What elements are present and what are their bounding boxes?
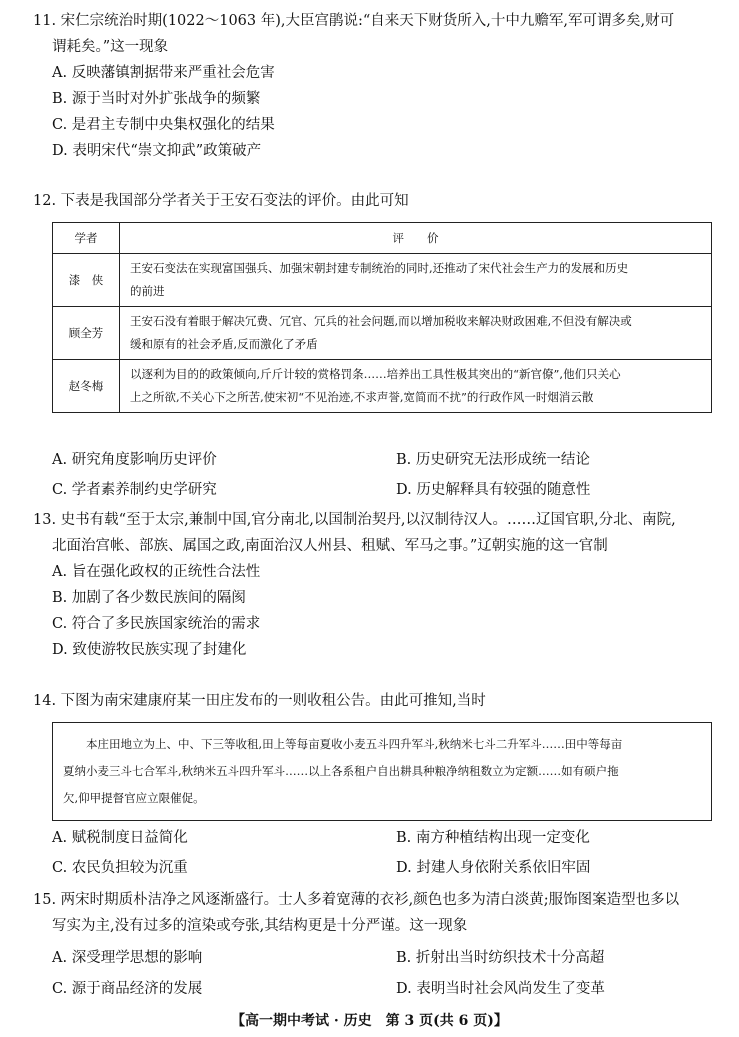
table-header-row (53, 223, 712, 254)
row-evaluation (120, 307, 712, 360)
question-14-option-b: B. 南方种植结构出现一定变化 (396, 830, 590, 846)
page-footer: 【高一期中考试 · 历史 第 3 页(共 6 页)】 (231, 1013, 508, 1029)
question-12-option-b: B. 历史研究无法形成统一结论 (396, 452, 590, 468)
question-12-option-c: C. 学者素养制约史学研究 (52, 482, 217, 498)
question-13-option-c: C. 符合了多民族国家统治的需求 (52, 616, 261, 632)
row-evaluation (120, 360, 712, 413)
row-evaluation-line2: 上之所欲,不关心下之所苦,使宋初“不见治迹,不求声誉,宽简而不扰”的行政作风一时烟消云散 (130, 390, 594, 404)
row-scholar: 赵冬梅 (53, 360, 120, 413)
question-14-option-a: A. 赋税制度日益简化 (52, 830, 188, 846)
table-row (53, 254, 712, 307)
row-evaluation-line1: 王安石变法在实现富国强兵、加强宋朝封建专制统治的同时,还推动了宋代社会生产力的发展和历史 (130, 261, 629, 275)
question-13-option-a: A. 旨在强化政权的正统性合法性 (52, 564, 261, 580)
question-14-option-d: D. 封建人身依附关系依旧牢固 (396, 860, 591, 876)
row-evaluation (120, 254, 712, 307)
row-evaluation-line2: 缓和原有的社会矛盾,反而激化了矛盾 (130, 337, 318, 351)
question-15-option-d: D. 表明当时社会风尚发生了变革 (396, 981, 605, 997)
question-12-option-d: D. 历史解释具有较强的随意性 (396, 482, 591, 498)
question-15-option-b: B. 折射出当时纺织技术十分高超 (396, 950, 605, 966)
scholar-evaluation-table (52, 222, 712, 413)
question-11-option-c: C. 是君主专制中央集权强化的结果 (52, 117, 275, 133)
question-14-stem: 14. 下图为南宋建康府某一田庄发布的一则收租公告。由此可推知,当时 (33, 693, 486, 709)
question-12 (33, 188, 723, 214)
question-13-stem-line2: 北面治宫帐、部族、属国之政,南面治汉人州县、租赋、军马之事。”辽朝实施的这一官制 (52, 538, 608, 554)
question-14-option-c: C. 农民负担较为沉重 (52, 860, 188, 876)
question-12-option-a: A. 研究角度影响历史评价 (52, 452, 217, 468)
rent-notice-box (52, 722, 712, 821)
question-13-stem-line1: 13. 史书有载“至于太宗,兼制中国,官分南北,以国制治契丹,以汉制待汉人。……辽国官职,分北、南院, (33, 512, 676, 528)
question-15-option-c: C. 源于商品经济的发展 (52, 981, 203, 997)
table-row (53, 307, 712, 360)
question-15-stem-line1: 15. 两宋时期质朴洁净之风逐渐盛行。士人多着宽薄的衣衫,颜色也多为清白淡黄;服饰图案造型也多以 (33, 892, 680, 908)
row-evaluation-line2: 的前进 (130, 284, 165, 298)
row-scholar: 漆 侠 (53, 254, 120, 307)
question-15 (33, 887, 723, 939)
rent-notice-line2: 夏纳小麦三斗七合军斗,秋纳米五斗四升军斗……以上各系租户自出耕具种粮净纳租数立为定额……如有硕户拖 (63, 764, 619, 778)
table-row (53, 360, 712, 413)
header-scholar: 学者 (53, 223, 120, 254)
question-11-option-a: A. 反映藩镇割据带来严重社会危害 (52, 65, 275, 81)
question-14 (33, 688, 723, 714)
question-11-option-b: B. 源于当时对外扩张战争的频繁 (52, 91, 261, 107)
question-15-stem-line2: 写实为主,没有过多的渲染或夸张,其结构更是十分严谨。这一现象 (52, 918, 468, 934)
rent-notice-line1: 本庄田地立为上、中、下三等收租,田上等每亩夏收小麦五斗四升军斗,秋纳米七斗二升军斗……田中等每亩 (86, 737, 623, 751)
row-evaluation-line1: 以逐利为目的的政策倾向,斤斤计较的赏格罚条……培养出工具性极其突出的“新官僚”,他们只关心 (130, 367, 621, 381)
question-11 (33, 8, 723, 164)
rent-notice-line3: 欠,仰甲提督官应立限催促。 (63, 791, 205, 805)
row-scholar: 顾全芳 (53, 307, 120, 360)
row-evaluation-line1: 王安石没有着眼于解决冗费、冗官、冗兵的社会问题,而以增加税收来解决财政困难,不但没有解决或 (130, 314, 632, 328)
question-15-option-a: A. 深受理学思想的影响 (52, 950, 203, 966)
question-13 (33, 507, 723, 663)
question-12-stem: 12. 下表是我国部分学者关于王安石变法的评价。由此可知 (33, 193, 409, 209)
question-11-stem-line2: 谓耗矣。”这一现象 (52, 39, 169, 55)
question-11-option-d: D. 表明宋代“崇文抑武”政策破产 (52, 143, 262, 159)
header-evaluation: 评 价 (120, 223, 712, 254)
question-13-option-d: D. 致使游牧民族实现了封建化 (52, 642, 247, 658)
question-11-stem-line1: 11. 宋仁宗统治时期(1022～1063 年),大臣宫鹃说:“自来天下财货所入,十中九赡军,军可谓多矣,财可 (33, 13, 675, 29)
question-13-option-b: B. 加剧了各少数民族间的隔阂 (52, 590, 246, 606)
